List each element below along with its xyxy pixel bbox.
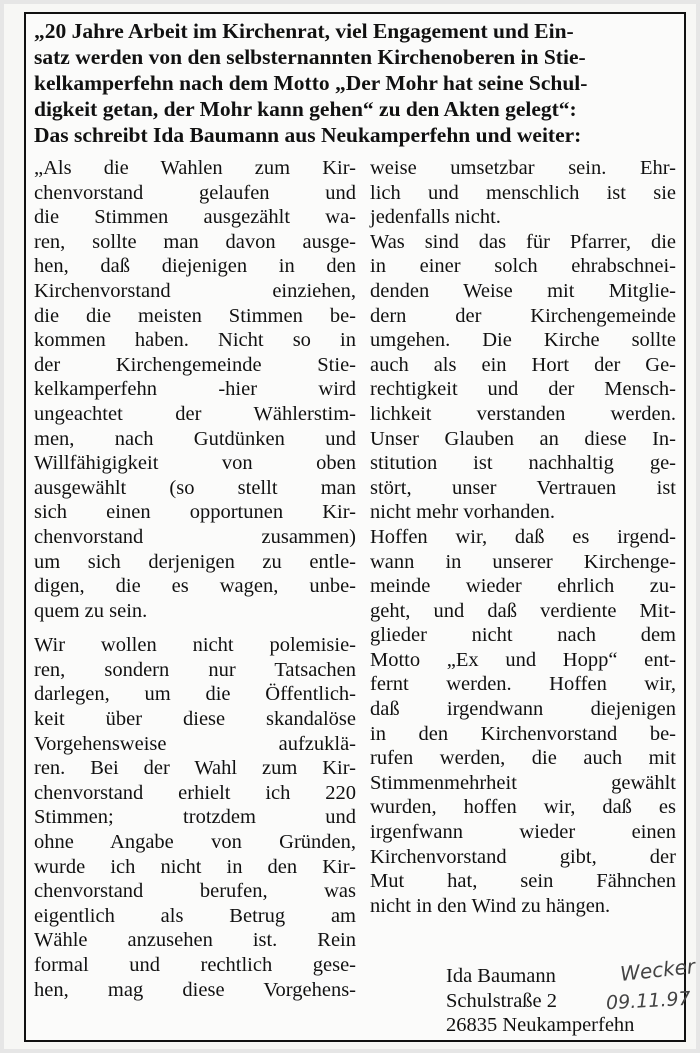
newspaper-clipping [4,4,696,1049]
headline-line: satz werden von den selbsternannten Kirchenoberen in Stie- [34,45,586,69]
text-line: denden Weise mit Mitglie- [370,279,676,302]
text-line: men, nach Gutdünken und [34,427,356,450]
text-line: meinde wieder ehrlich zu- [370,575,676,598]
text-line: nicht mehr vorhanden. [370,501,556,524]
text-line: ausgewählt (so stellt man [34,476,356,499]
text-line: stört, unser Vertrauen ist [370,476,676,499]
text-line: fernt werden. Hoffen wir, [370,673,676,696]
text-line: lichkeit verstanden werden. [370,402,676,425]
right-paragraph-1 [370,156,676,230]
text-line: rufen werden, die auch mit [370,747,676,770]
text-line: Vorgehensweise aufzuklä- [34,732,356,755]
text-line: keit über diese skandalöse [34,708,356,731]
text-line: jedenfalls nicht. [370,206,501,229]
text-line: Wir wollen nicht polemisie- [34,634,356,657]
text-line: rechtigkeit und der Mensch- [370,378,676,401]
headline-line: digkeit getan, der Mohr kann gehen“ zu den Akten gelegt“: [34,97,577,121]
headline-line: Das schreibt Ida Baumann aus Neukamperfehn und weiter: [34,123,582,147]
text-line: wann in unserer Kirchenge- [370,550,676,573]
text-line: ren, sondern nur Tatsachen [34,658,356,681]
text-line: um sich derjenigen zu entle- [34,550,356,573]
text-line: Kirchenvorstand gibt, der [370,845,676,868]
text-line: Kirchenvorstand einziehen, [34,279,356,302]
text-line: Willfähigigkeit von oben [34,452,356,475]
text-line: chenvorstand gelaufen und [34,181,356,204]
headline-line: „20 Jahre Arbeit im Kirchenrat, viel Engagement und Ein- [34,19,574,43]
text-line: formal und rechtlich gese- [34,954,356,976]
text-line: ren. Bei der Wahl zum Kir- [34,757,356,780]
text-line: geht, und daß verdiente Mit- [370,599,676,622]
text-line: „Als die Wahlen zum Kir- [34,157,356,179]
text-line: Hoffen wir, daß es irgend- [370,525,676,548]
text-line: stitution ist nachhaltig ge- [370,452,676,475]
handwritten-date: 09.11.97 [605,987,692,1015]
text-line: Motto „Ex und Hopp“ ent- [370,648,676,671]
left-column [34,156,356,1002]
left-paragraph-2 [34,633,356,1002]
text-line: Wähle anzusehen ist. Rein [34,929,356,952]
text-line: Unser Glauben an diese In- [370,427,676,450]
text-line: darlegen, um die Öffentlich- [34,683,356,706]
text-line: lich und menschlich ist sie [370,181,676,204]
handwritten-note: Wecker [618,954,697,986]
text-line: umgehen. Die Kirche sollte [370,329,676,352]
left-paragraph-1 [34,156,356,623]
text-line: die die meisten Stimmen be- [34,304,356,327]
text-line: weise umsetzbar sein. Ehr- [370,157,676,179]
text-line: der Kirchengemeinde Stie- [34,353,356,376]
headline [34,18,678,148]
text-line: dern der Kirchengemeinde [370,304,676,327]
text-line: die Stimmen ausgezählt wa- [34,206,356,229]
paragraph-gap [34,623,356,633]
text-line: Mut hat, sein Fähnchen [370,870,676,893]
text-line: chenvorstand zusammen) [34,525,356,548]
text-line: daß irgendwann diejenigen [370,698,676,721]
text-line: chenvorstand berufen, was [34,880,356,903]
right-paragraph-2 [370,230,676,525]
text-line: ohne Angabe von Gründen, [34,831,356,854]
text-line: in einer solch ehrabschnei- [370,255,676,278]
text-line: wurde ich nicht in den Kir- [34,855,356,878]
signature-street: Schulstraße 2 [446,989,558,1012]
text-line: kommen haben. Nicht so in [34,329,356,352]
text-line: kelkamperfehn -hier wird [34,378,356,401]
text-line: hen, daß diejenigen in den [34,255,356,278]
text-line: ungeachtet der Wählerstim- [34,402,356,425]
text-line: chenvorstand erhielt ich 220 [34,781,356,804]
text-line: Was sind das für Pfarrer, die [370,230,676,253]
right-column [370,156,676,918]
headline-line: kelkamperfehn nach dem Motto „Der Mohr hat seine Schul- [34,71,588,95]
text-line: irgenfwann wieder einen [370,821,676,844]
text-line: hen, mag diese Vorgehens- [34,978,356,1001]
signature-city: 26835 Neukamperfehn [446,1014,635,1037]
text-line: sich einen opportunen Kir- [34,501,356,524]
text-line: Stimmen; trotzdem und [34,806,356,829]
text-line: wurden, hoffen wir, daß es [370,796,676,819]
text-line: digen, die es wagen, unbe- [34,575,356,598]
text-line: glieder nicht nach dem [370,624,676,647]
text-line: eigentlich als Betrug am [34,904,356,927]
text-line: Stimmenmehrheit gewählt [370,771,676,794]
text-line: auch als ein Hort der Ge- [370,353,676,376]
text-line: quem zu sein. [34,599,148,622]
text-line: nicht in den Wind zu hängen. [370,894,611,917]
text-line: in den Kirchenvorstand be- [370,722,676,745]
right-paragraph-3 [370,525,676,919]
text-line: ren, sollte man davon ausge- [34,230,356,253]
signature-name: Ida Baumann [446,965,556,987]
letter-frame [24,12,697,1042]
